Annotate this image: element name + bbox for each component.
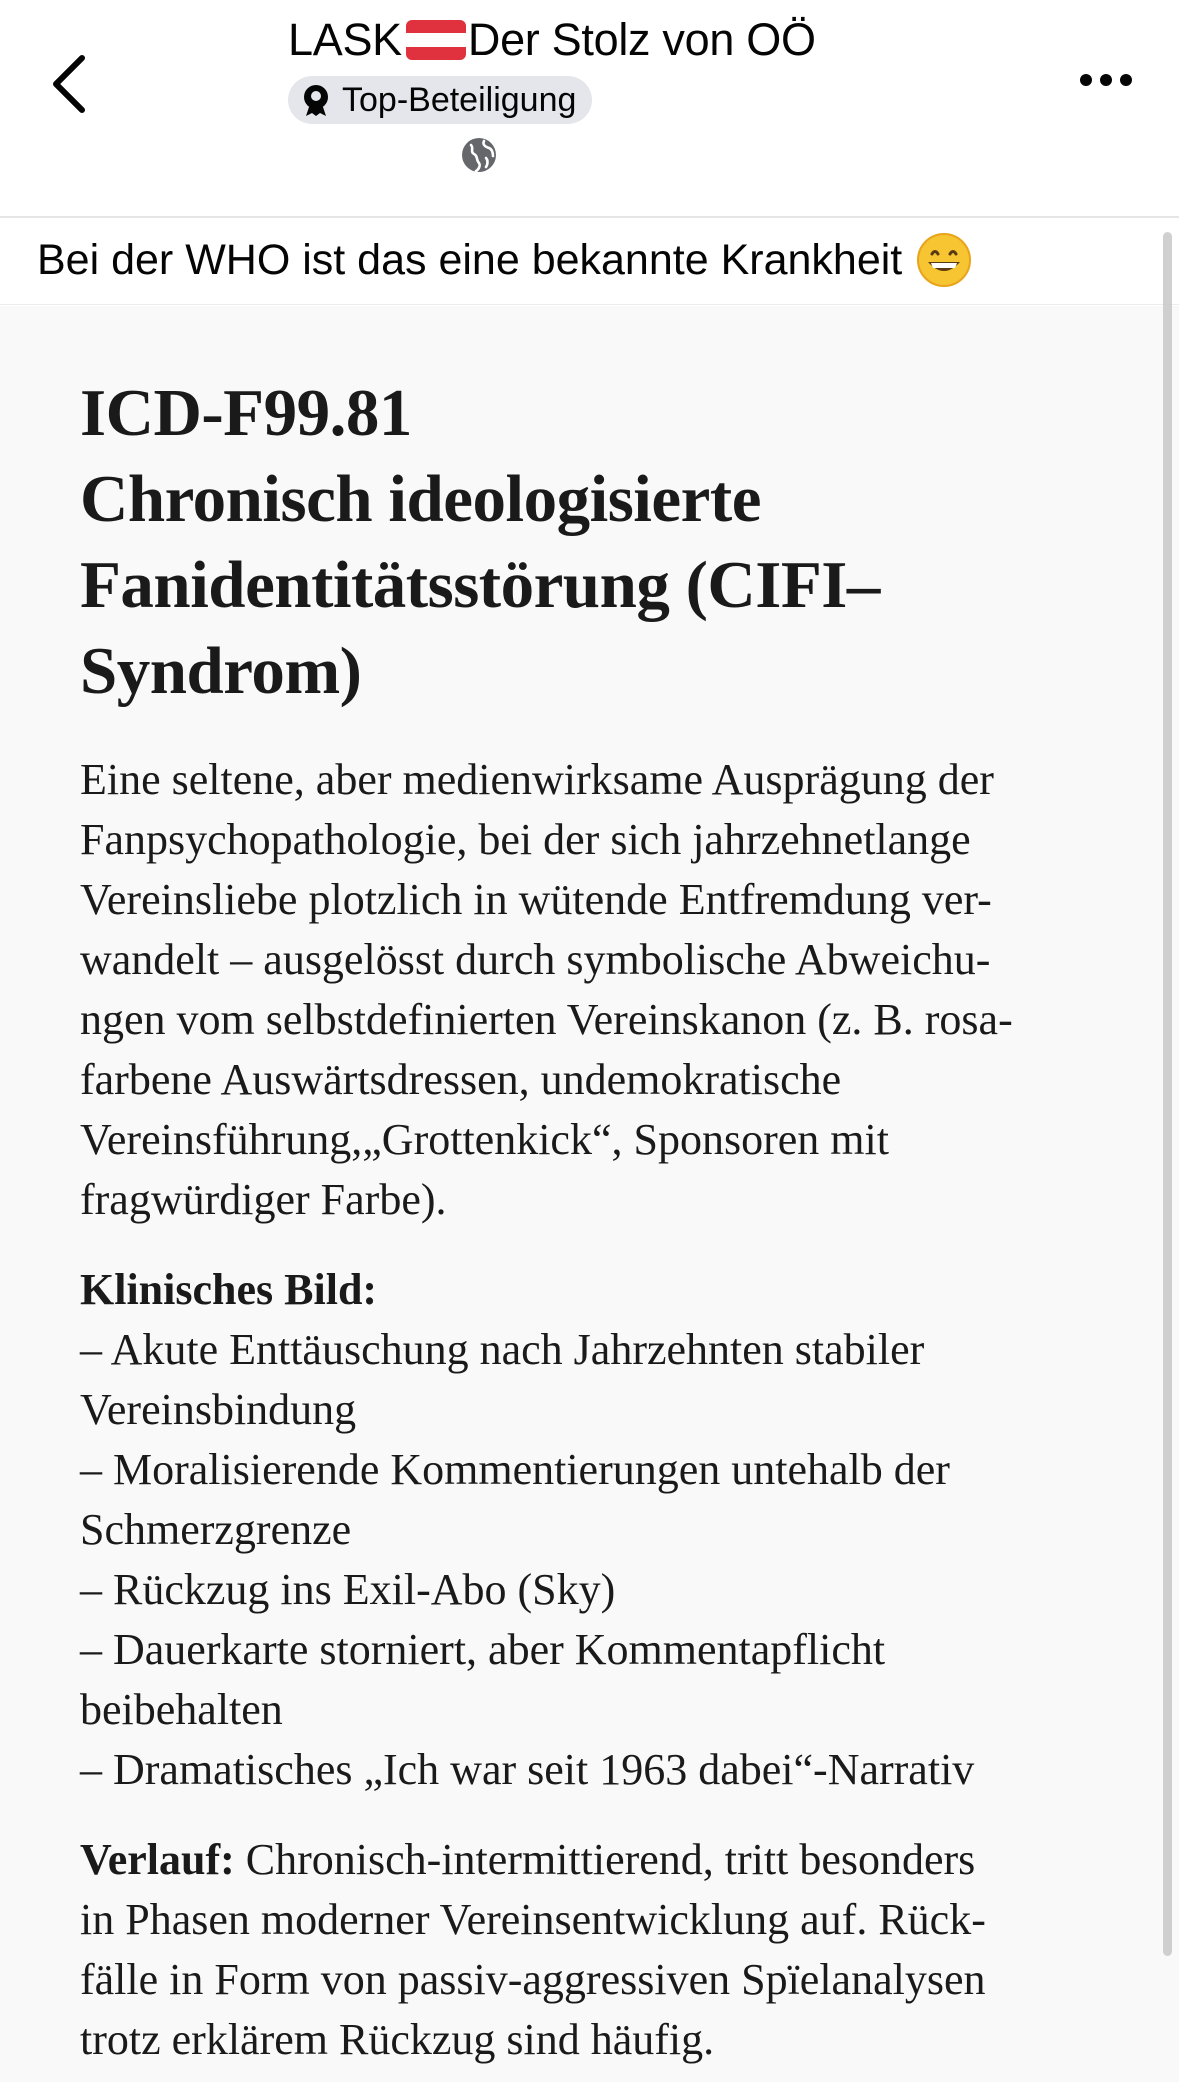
post-caption [0, 218, 1179, 305]
list-item: – Rückzug ins Exil-Abo (Sky) [80, 1565, 616, 1614]
top-bar [0, 0, 1179, 218]
text-line: Fanpsychopathologie, bei der sich jahrzehnetlange [80, 815, 971, 864]
list-item: beibehalten [80, 1685, 283, 1734]
list-item: Vereinsbindung [80, 1385, 357, 1434]
back-button[interactable] [40, 48, 100, 118]
clinical-section [80, 1260, 1100, 1800]
text-line: Eine seltene, aber medienwirksame Ausprägung der [80, 755, 994, 804]
text-line: Vereinsliebe plotzlich in wütende Entfremdung ver- [80, 875, 992, 924]
list-item: – Moralisierende Kommentierungen untehalb der [80, 1445, 950, 1494]
course-section [80, 1830, 1100, 2070]
text-line: Chronisch-intermittierend, tritt besonders [245, 1835, 976, 1884]
globe-icon [460, 136, 498, 174]
document-title [80, 370, 1100, 714]
list-item: – Dramatisches „Ich war seit 1963 dabei“-Narrativ [80, 1745, 975, 1794]
text-line: in Phasen moderner Vereinsentwicklung auf. Rück- [80, 1895, 986, 1944]
more-horizontal-icon [1076, 62, 1136, 98]
title-line: Fanidentitätsstörung (CIFI– [80, 548, 880, 622]
scrollbar[interactable] [1163, 232, 1172, 1956]
top-contributor-icon [300, 83, 332, 117]
text-line: ngen vom selbstdefinierten Vereinskanon (z. B. rosa- [80, 995, 1013, 1044]
title-line: ICD-F99.81 [80, 376, 412, 450]
text-line: fragwürdiger Farbe). [80, 1175, 447, 1224]
list-item: – Dauerkarte storniert, aber Kommentapflicht [80, 1625, 886, 1674]
text-line: trotz erklärem Rückzug sind häufig. [80, 2015, 715, 2064]
caption-text: Bei der WHO ist das eine bekannte Krankheit [37, 235, 903, 284]
text-line: Vereinsführung,„Grottenkick“, Sponsoren mit [80, 1115, 889, 1164]
more-options-button[interactable] [1076, 62, 1136, 98]
top-contributor-badge[interactable] [288, 76, 592, 124]
group-title-suffix: Der Stolz von OÖ [467, 14, 816, 65]
intro-paragraph [80, 750, 1100, 1230]
badge-label: Top-Beteiligung [342, 80, 577, 119]
post-image-document[interactable] [0, 306, 1179, 2082]
list-item: Schmerzgrenze [80, 1505, 352, 1554]
text-line: farbene Auswärtsdressen, undemokratische [80, 1055, 842, 1104]
grinning-face-icon [916, 232, 972, 288]
austria-flag-icon [406, 20, 466, 60]
title-line: Chronisch ideologisierte [80, 462, 761, 536]
group-title-prefix: LASK [288, 14, 402, 65]
text-line: wandelt – ausgelösst durch symbolische Abweichu- [80, 935, 991, 984]
list-item: – Akute Enttäuschung nach Jahrzehnten stabiler [80, 1325, 925, 1374]
section-heading: Klinisches Bild: [80, 1265, 378, 1314]
section-heading: Verlauf: [80, 1835, 235, 1884]
chevron-left-icon [40, 48, 100, 118]
text-line: fälle in Form von passiv-aggressiven Spïelanalysen [80, 1955, 986, 2004]
title-line: Syndrom) [80, 634, 362, 708]
group-title[interactable] [288, 14, 816, 66]
